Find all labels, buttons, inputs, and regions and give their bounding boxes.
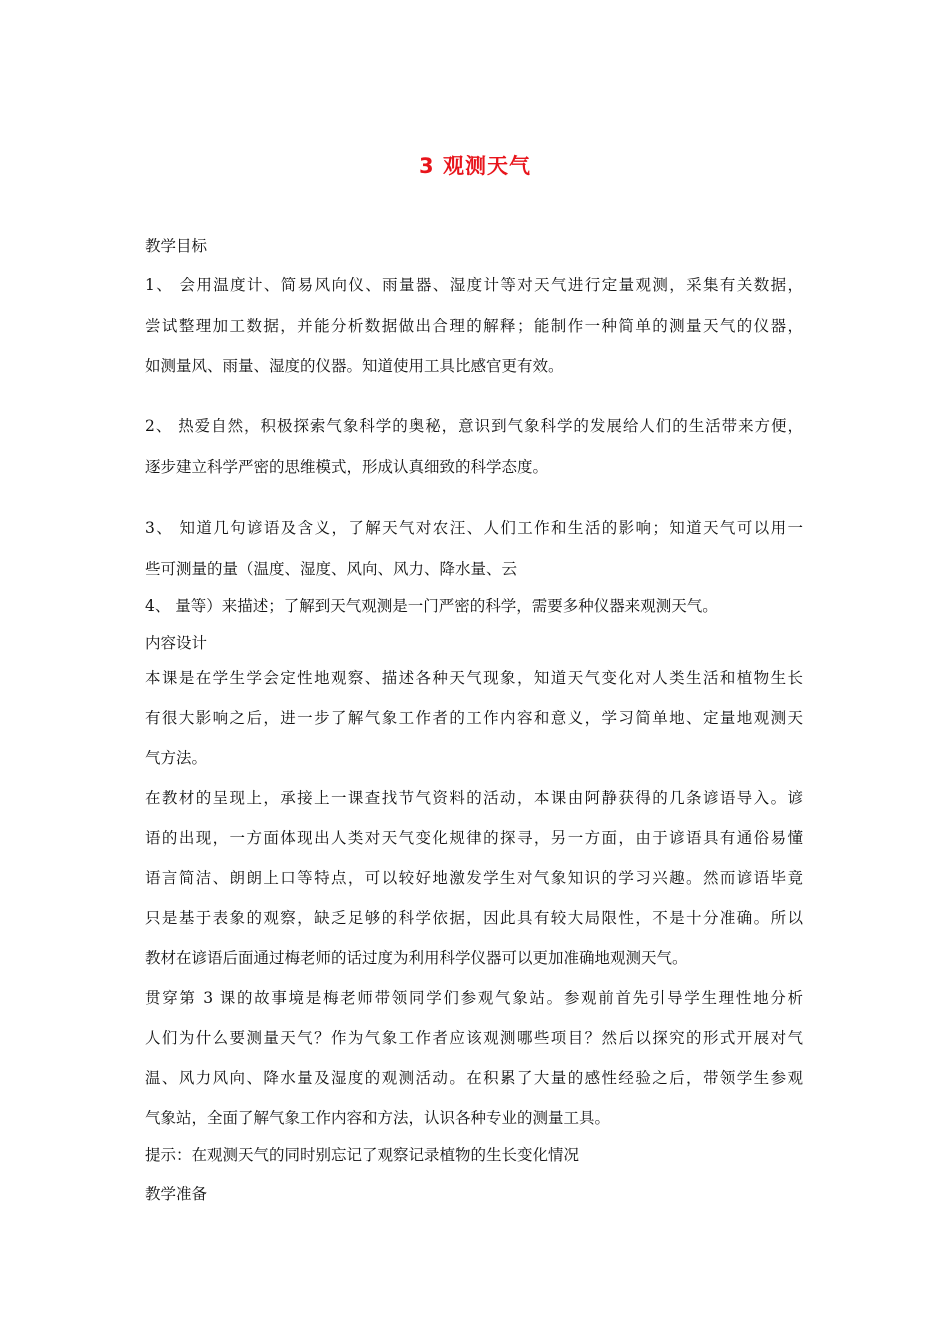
content-para-2-line-1: 在教材的呈现上，承接上一课查找节气资料的活动，本课由阿静获得的几条谚语导入。谚 <box>145 789 803 807</box>
content-para-1-line-1: 本课是在学生学会定性地观察、描述各种天气现象，知道天气变化对人类生活和植物生长 <box>145 669 803 687</box>
content-para-1-line-3: 气方法。 <box>145 749 208 767</box>
content-para-3-line-3: 温、风力风向、降水量及湿度的观测活动。在积累了大量的感性经验之后，带领学生参观 <box>145 1069 803 1087</box>
goal-3-line-1: 3、 知道几句谚语及含义，了解天气对农汪、人们工作和生活的影响；知道天气可以用一 <box>145 519 803 537</box>
content-para-1-line-2: 有很大影响之后，进一步了解气象工作者的工作内容和意义，学习简单地、定量地观测天 <box>145 709 803 727</box>
content-para-3-line-1: 贯穿第 3 课的故事境是梅老师带领同学们参观气象站。参观前首先引导学生理性地分析 <box>145 989 803 1007</box>
heading-teaching-preparation: 教学准备 <box>145 1185 208 1203</box>
content-para-3-line-2: 人们为什么要测量天气？作为气象工作者应该观测哪些项目？然后以探究的形式开展对气 <box>145 1029 803 1047</box>
goal-2-line-1: 2、 热爱自然，积极探索气象科学的奥秘，意识到气象科学的发展给人们的生活带来方便， <box>145 417 803 435</box>
content-para-2-line-4: 只是基于表象的观察，缺乏足够的科学依据，因此具有较大局限性，不是十分准确。所以 <box>145 909 803 927</box>
goal-2-line-2: 逐步建立科学严密的思维模式，形成认真细致的科学态度。 <box>145 458 549 476</box>
heading-content-design: 内容设计 <box>145 634 208 652</box>
content-para-3-line-4: 气象站，全面了解气象工作内容和方法，认识各种专业的测量工具。 <box>145 1109 611 1127</box>
goal-4-line-1: 4、 量等）来描述；了解到天气观测是一门严密的科学，需要多种仪器来观测天气。 <box>145 597 718 615</box>
heading-teaching-goals: 教学目标 <box>145 237 208 255</box>
goal-1-line-3: 如测量风、雨量、湿度的仪器。知道使用工具比感官更有效。 <box>145 357 564 375</box>
goal-1-line-1: 1、 会用温度计、简易风向仪、雨量器、湿度计等对天气进行定量观测，采集有关数据， <box>145 276 803 294</box>
content-para-2-line-2: 语的出现，一方面体现出人类对天气变化规律的探寻，另一方面，由于谚语具有通俗易懂 <box>145 829 803 847</box>
goal-3-line-2: 些可测量的量（温度、湿度、风向、风力、降水量、云 <box>145 560 518 578</box>
goal-1-line-2: 尝试整理加工数据，并能分析数据做出合理的解释；能制作一种简单的测量天气的仪器， <box>145 317 803 335</box>
tip-text: 提示：在观测天气的同时别忘记了观察记录植物的生长变化情况 <box>145 1146 580 1164</box>
content-para-2-line-5: 教材在谚语后面通过梅老师的话过度为利用科学仪器可以更加准确地观测天气。 <box>145 949 688 967</box>
content-para-2-line-3: 语言简洁、朗朗上口等特点，可以较好地激发学生对气象知识的学习兴趣。然而谚语毕竟 <box>145 869 803 887</box>
page-title: 3 观测天气 <box>419 154 531 178</box>
